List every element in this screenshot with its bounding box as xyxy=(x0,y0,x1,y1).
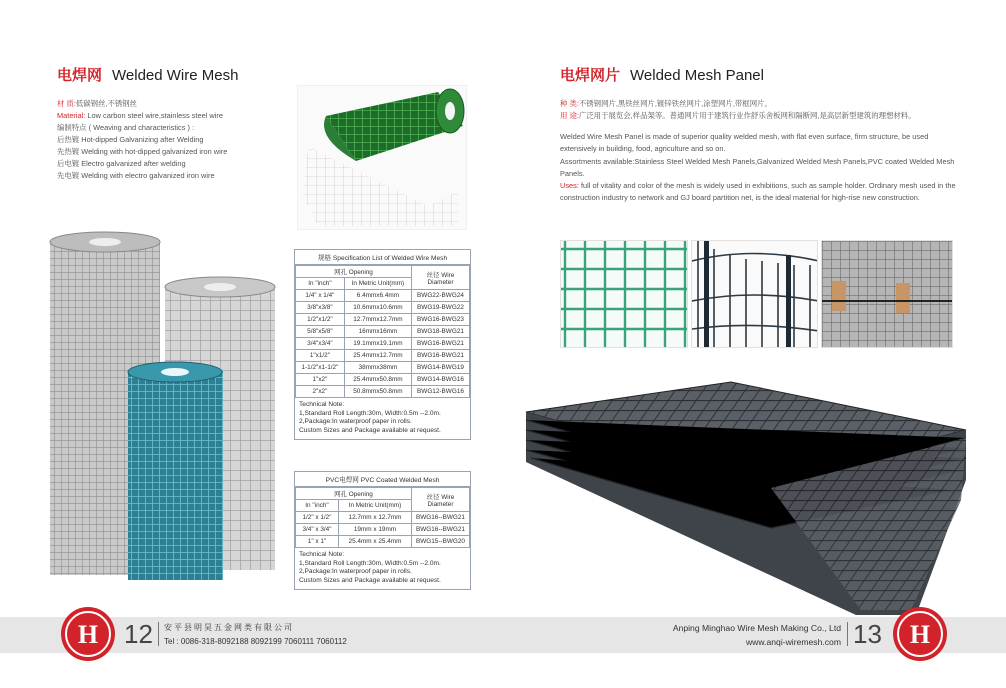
divider xyxy=(158,622,159,646)
page-title-right xyxy=(560,64,764,85)
divider xyxy=(847,622,848,646)
black-welded-panels-image xyxy=(521,370,971,615)
page-number-right: 13 xyxy=(853,619,882,649)
desc-line: 后热镀 Hot-dipped Galvanizing after Welding xyxy=(57,135,204,144)
fence-panel-photo xyxy=(691,240,818,348)
desc-line: 先热镀 Welding with hot-dipped galvanized iron wire xyxy=(57,147,228,156)
desc-line: 先电镀 Welding with electro galvanized iron wire xyxy=(57,171,215,180)
table-row: 1/4" x 1/4" 6.4mmx6.4mm BWG22-BWG24 xyxy=(296,290,470,302)
panel-description-cn xyxy=(560,98,960,123)
column-header-inch: In "inch" xyxy=(296,500,339,512)
title-cn: 电焊网 xyxy=(57,66,103,84)
table-row: 1" x 1" 25.4mm x 25.4mm BWG15--BWG20 xyxy=(296,536,470,548)
paragraph: Uses: full of vitality and color of the mesh is widely used in exhibitions, such as sample holder. Ordinary mesh used in the construction industry to network and GJ board partition net, is the ideal material for high-rise new construction. xyxy=(560,181,956,203)
company-logo-left xyxy=(59,605,117,663)
table-row: 1-1/2"x1-1/2" 38mmx38mm BWG14-BWG19 xyxy=(296,362,470,374)
title-en: Welded Mesh Panel xyxy=(630,67,764,84)
column-header-inch: In "inch" xyxy=(296,278,345,290)
title-en: Welded Wire Mesh xyxy=(112,67,239,84)
desc-line: 材 质:低碳钢丝,不锈钢丝 xyxy=(57,99,138,108)
wire-mesh-rolls-image xyxy=(40,230,290,580)
desc-line: Material: Low carbon steel wire,stainless steel wire xyxy=(57,111,223,120)
table-row: 5/8"x5/8" 16mmx16mm BWG18-BWG21 xyxy=(296,326,470,338)
right-page xyxy=(503,0,1006,688)
page-number-left: 12 xyxy=(124,619,153,649)
column-header-wire: 丝径 Wire Diameter xyxy=(412,266,470,290)
title-cn: 电焊网片 xyxy=(560,66,621,84)
technical-note: Technical Note: 1,Standard Roll Length:30m, Width:0.5m --2.0m. 2,Package:In waterproof paper in rolls. Custom Sizes and Package available at request. xyxy=(299,551,441,584)
spec-table xyxy=(295,265,470,398)
column-header-metric: In Metric Unit(mm) xyxy=(338,500,411,512)
use-line: 用 途:广泛用于展览会,样品架等。普通网片用于建筑行业作舒乐舍板网和隔断网,是高层新型建筑的理想材料。 xyxy=(560,111,916,121)
table-row: 1"x1/2" 25.4mmx12.7mm BWG16-BWG21 xyxy=(296,350,470,362)
green-panel-photo xyxy=(560,240,688,348)
website: www.anqi-wiremesh.com xyxy=(745,637,841,647)
table-row: 3/4" x 3/4" 19mm x 19mm BWG16--BWG21 xyxy=(296,524,470,536)
column-header-wire: 丝径 Wire Diameter xyxy=(412,488,470,512)
table-title: PVC电焊网 PVC Coated Welded Mesh xyxy=(295,472,470,487)
column-group-header: 网孔 Opening xyxy=(296,488,412,500)
spec-table xyxy=(295,487,470,548)
column-header-metric: In Metric Unit(mm) xyxy=(344,278,411,290)
green-mesh-roll-image xyxy=(297,85,467,230)
panel-description-en xyxy=(560,131,960,205)
table-row: 1"x2" 25.4mmx50.8mm BWG14-BWG16 xyxy=(296,374,470,386)
desc-line: 编制特点 ( Weaving and characteristics ) : xyxy=(57,123,195,132)
table-title: 规格 Specification List of Welded Wire Mesh xyxy=(295,250,470,265)
kind-line: 种 类:不锈钢网片,黑铁丝网片,镀锌铁丝网片,涂塑网片,带框网片。 xyxy=(560,99,772,108)
material-description xyxy=(57,98,227,182)
paragraph: Assortments available:Stainless Steel Welded Mesh Panels,Galvanized Welded Mesh Panels,PVC coated Welded Mesh Panels. xyxy=(560,156,955,178)
logo-letter: H xyxy=(909,620,931,649)
table-row: 3/8"x3/8" 10.6mmx10.6mm BWG19-BWG22 xyxy=(296,302,470,314)
logo-letter: H xyxy=(77,620,99,649)
company-logo-right xyxy=(891,605,949,663)
company-name-en: Anping Minghao Wire Mesh Making Co., Ltd xyxy=(672,623,841,633)
table-row: 1/2" x 1/2" 12.7mm x 12.7mm BWG16--BWG21 xyxy=(296,512,470,524)
telephone: Tel : 0086-318-8092188 8092199 7060111 7060112 xyxy=(164,637,347,646)
table-row: 3/4"x3/4" 19.1mmx19.1mm BWG16-BWG21 xyxy=(296,338,470,350)
table-row: 2"x2" 50.8mmx50.8mm BWG12-BWG16 xyxy=(296,386,470,398)
table-row: 1/2"x1/2" 12.7mmx12.7mm BWG16-BWG23 xyxy=(296,314,470,326)
page-title-left xyxy=(57,64,238,85)
stacked-panels-photo xyxy=(821,240,953,348)
spec-table-welded-wire-mesh xyxy=(294,249,471,440)
technical-note: Technical Note: 1,Standard Roll Length:30m, Width:0.5m --2.0m. 2,Package:In waterproof paper in rolls. Custom Sizes and Package available at request. xyxy=(299,401,441,434)
desc-line: 后电镀 Electro galvanized after welding xyxy=(57,159,186,168)
paragraph: Welded Wire Mesh Panel is made of superior quality welded mesh, with flat even surface, firm structure, be used extensively in building, food, agriculture and so on. xyxy=(560,132,929,154)
spec-table-pvc-coated-mesh xyxy=(294,471,471,590)
company-name-cn: 安平县明昊五金网类有限公司 xyxy=(164,623,294,632)
column-group-header: 网孔 Opening xyxy=(296,266,412,278)
